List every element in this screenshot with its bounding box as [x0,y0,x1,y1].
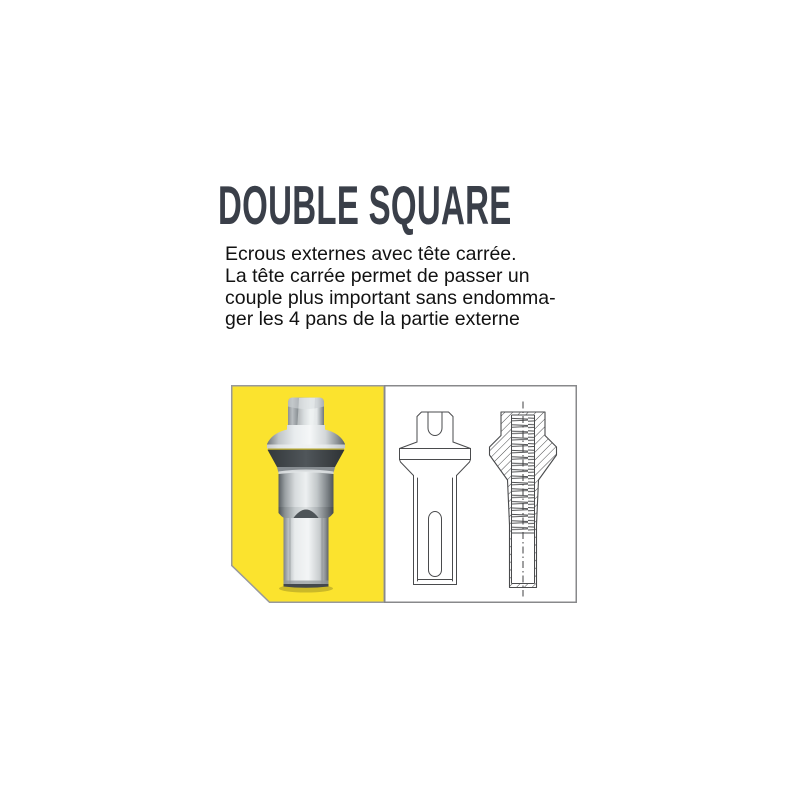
content-column [218,174,707,331]
technical-drawings [384,385,577,603]
drawings-panel [384,385,577,603]
photo-panel [231,385,385,603]
product-figure [231,385,577,603]
nipple-base-shade [284,581,329,585]
nipple-flange-rim [267,445,345,449]
description [225,244,707,331]
description-line: La tête carrée permet de passer un [225,264,530,287]
page-title-text: DOUBLE SQUARE [218,174,512,236]
description-line: couple plus important sans endomma- [225,286,556,309]
nipple-reflection-line [268,449,344,450]
nipple-photo [231,385,385,603]
page-title [218,174,707,236]
description-line: Ecrous externes avec tête carrée. [225,243,517,265]
description-line: ger les 4 pans de la partie externe [225,308,520,331]
nipple-upper-body [279,472,334,512]
nipple-dark-cone [268,450,345,467]
